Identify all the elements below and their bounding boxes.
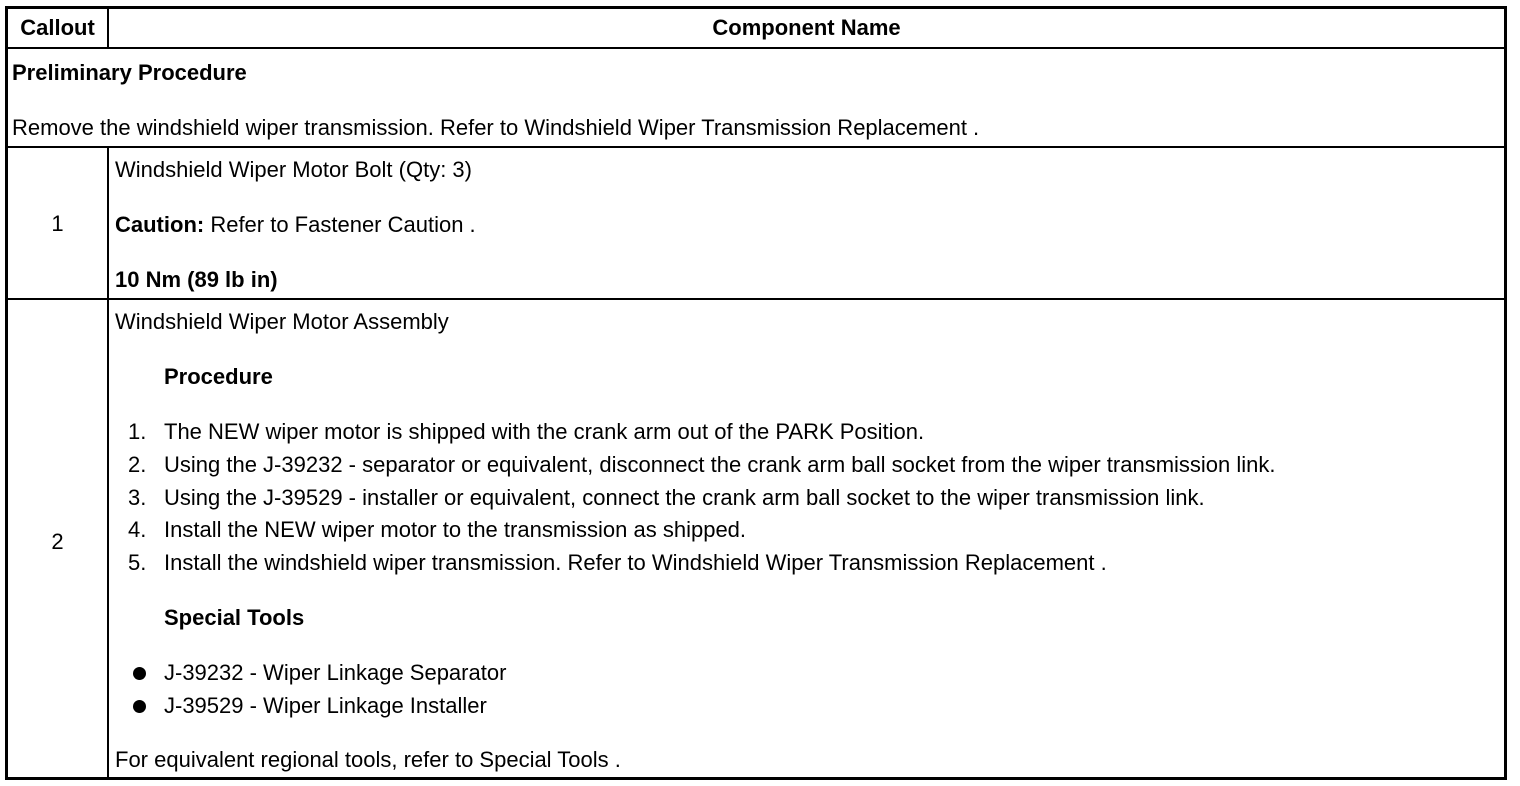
row-1-caution bbox=[115, 212, 476, 238]
row-1-torque: 10 Nm (89 lb in) bbox=[115, 267, 278, 292]
header-component-name: Component Name bbox=[712, 15, 901, 40]
row-1-name: Windshield Wiper Motor Bolt (Qty: 3) bbox=[115, 157, 472, 182]
row-2-name: Windshield Wiper Motor Assembly bbox=[115, 309, 449, 334]
row-1-callout: 1 bbox=[51, 211, 64, 236]
bullet-icon bbox=[133, 700, 146, 713]
step-text: Using the J-39529 - installer or equivalent, connect the crank arm ball socket to the wiper transmission link. bbox=[164, 485, 1205, 510]
step-text: Install the NEW wiper motor to the transmission as shipped. bbox=[164, 517, 747, 542]
preliminary-text: Remove the windshield wiper transmission. Refer to Windshield Wiper Transmission Replacement . bbox=[12, 115, 980, 140]
step-number: 5. bbox=[128, 550, 147, 575]
procedure-table bbox=[5, 6, 1507, 780]
caution-text: Refer to Fastener Caution . bbox=[204, 212, 476, 237]
step-number: 1. bbox=[128, 419, 147, 444]
procedure-title: Procedure bbox=[164, 364, 273, 389]
step-number: 4. bbox=[128, 517, 147, 542]
step-text: Using the J-39232 - separator or equivalent, disconnect the crank arm ball socket from the wiper transmission link. bbox=[164, 452, 1276, 477]
caution-label: Caution: bbox=[115, 212, 205, 237]
preliminary-divider bbox=[8, 146, 1504, 148]
bullet-icon bbox=[133, 667, 146, 680]
step-text: The NEW wiper motor is shipped with the crank arm out of the PARK Position. bbox=[164, 419, 925, 444]
preliminary-title: Preliminary Procedure bbox=[12, 60, 247, 85]
header-callout: Callout bbox=[20, 15, 95, 40]
row-1-divider bbox=[8, 298, 1504, 300]
step-text: Install the windshield wiper transmission. Refer to Windshield Wiper Transmission Replacement . bbox=[164, 550, 1107, 575]
step-number: 2. bbox=[128, 452, 147, 477]
row-2-callout: 2 bbox=[51, 529, 64, 554]
header-divider bbox=[8, 47, 1504, 49]
step-number: 3. bbox=[128, 485, 147, 510]
row-2-footer: For equivalent regional tools, refer to Special Tools . bbox=[115, 747, 621, 772]
special-tools-title: Special Tools bbox=[164, 605, 305, 630]
tool-item: J-39529 - Wiper Linkage Installer bbox=[164, 693, 487, 718]
body-column-divider bbox=[107, 146, 109, 777]
tool-item: J-39232 - Wiper Linkage Separator bbox=[164, 660, 507, 685]
